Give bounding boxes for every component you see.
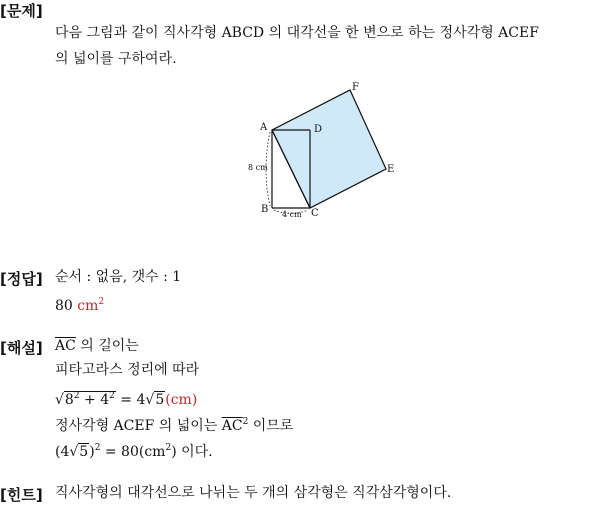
label-a: A: [260, 122, 268, 133]
geometry-figure: [240, 80, 410, 220]
answer-number: 80: [55, 298, 73, 314]
solution-line-3: $√8^2 + 4^2 = 4√5(cm)$: [55, 387, 197, 409]
solution-line-4: 정사각형 ACEF 의 넓이는 $\overline{AC}^2$ 이므로: [55, 417, 294, 434]
problem-tag: [문제]: [0, 2, 43, 20]
segment-ac-notation: $\overline{AC}$: [55, 338, 76, 354]
label-b: B: [261, 204, 269, 215]
answer-unit: $cm^2$: [77, 297, 105, 314]
square-acef: [272, 90, 386, 208]
segment-ac-notation-2: $\overline{AC}$: [221, 418, 243, 434]
label-c: C: [311, 208, 319, 219]
label-bc-length: 4 cm: [282, 210, 302, 219]
sqrt-five-2: √5: [69, 444, 89, 460]
sqrt-five: √5: [145, 392, 165, 408]
solution-line-5: $(4√5)^2 = 80(cm^2)$ 이다.: [55, 443, 213, 460]
label-e: E: [387, 164, 395, 175]
unit-cm: cm: [170, 392, 192, 408]
problem-line-2: 의 넓이를 구하여라.: [55, 51, 177, 67]
sqrt-expression: $√8^2 + 4^2$: [55, 391, 115, 408]
label-f: F: [352, 82, 359, 93]
hint-text: 직사각형의 대각선으로 나뉘는 두 개의 삼각형은 직각삼각형이다.: [55, 485, 452, 501]
hint-tag: [힌트]: [0, 486, 43, 504]
answer-tag: [정답]: [0, 270, 43, 288]
solution-line-1: $\overline{AC}$ 의 길이는: [55, 338, 139, 354]
problem-line-1: 다음 그림과 같이 직사각형 ABCD 의 대각선을 한 변으로 하는 정사각형 ACEF: [55, 25, 539, 41]
answer-value: [55, 293, 104, 315]
answer-line-1: 순서 : 없음, 갯수 : 1: [55, 269, 182, 285]
solution-tag: [해설]: [0, 339, 43, 357]
solution-line-2: 피타고라스 정리에 따라: [55, 362, 200, 378]
label-d: D: [314, 124, 323, 135]
label-ab-length: 8 cm: [248, 163, 268, 172]
